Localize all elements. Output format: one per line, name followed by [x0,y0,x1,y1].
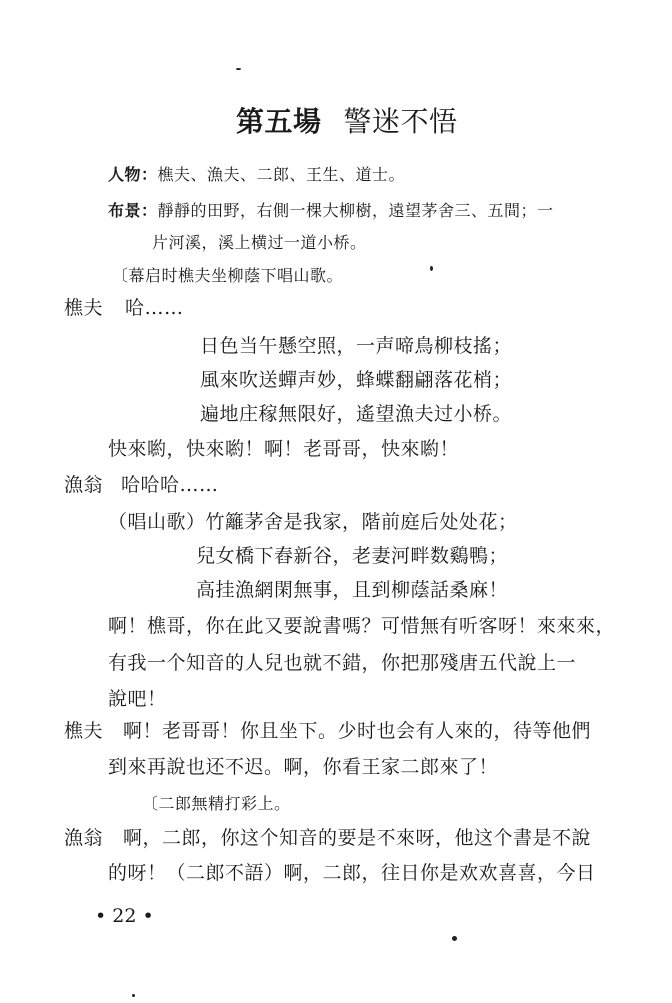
stage-direction: 〔幕启时樵夫坐柳蔭下唱山歌。 [112,266,344,285]
dialogue-line: 到來再說也还不迟。啊，你看王家二郎來了！ [108,756,499,778]
dialogue-text: 啊，二郎，你这个知音的要是不來呀，他这个書是不說 [123,827,592,849]
dialogue-line: 啊！樵哥，你在此又要說書嗎？可惜無有听客呀！來來來， [108,615,616,637]
speaker-name: 樵夫 [64,297,104,319]
setting-text-1: 靜靜的田野，右側一棵大柳樹，遠望茅舍三、五間；一 [157,201,554,220]
dialogue-qiaofu-1 [64,293,184,320]
dialogue-line: 說吧！ [108,688,167,710]
scan-speck [430,266,433,271]
scan-speck [452,936,457,941]
dialogue-text: 啊！老哥哥！你且坐下。少时也会有人來的，待等他們 [123,720,592,742]
setting-line-1 [108,198,554,221]
scene-number: 第五場 [236,105,322,138]
dialogue-line: 快來喲，快來喲！啊！老哥哥，快來喲！ [108,438,460,460]
song-line-with-cue [108,507,518,534]
page-number: • 22 • [95,905,154,927]
scene-subtitle: 警迷不悟 [343,105,458,138]
song-line: 日色当午懸空照，一声啼鳥柳枝搖； [200,335,513,357]
speaker-name: 漁翁 [64,827,104,849]
scan-speck [132,994,135,997]
dialogue-line: 的呀！（二郎不語）啊，二郎，往日你是欢欢喜喜，今日 [108,862,596,884]
song-line: 兒女橋下舂新谷，老妻河畔数鷄鴨； [196,545,509,567]
scene-title [236,100,458,140]
cast-label: 人物： [108,165,158,184]
song-line: 遍地庄稼無限好，遙望漁夫过小桥。 [200,403,513,425]
stage-cue: （唱山歌） [108,511,206,533]
speaker-name: 樵夫 [64,720,104,742]
song-line: 高挂漁網閑無事，且到柳蔭話桑麻！ [196,579,509,601]
dialogue-yuweng-2 [64,823,591,850]
setting-label: 布景： [108,201,158,220]
dialogue-yuweng-1 [64,470,219,497]
speaker-name: 漁翁 [64,474,104,496]
dialogue-text: 哈…… [125,297,184,319]
setting-text-2: 片河溪，溪上横过一道小桥。 [152,233,367,252]
dialogue-text: 哈哈哈…… [121,474,219,496]
dialogue-line: 有我一个知音的人兒也就不錯，你把那殘唐五代說上一 [108,652,577,674]
dialogue-qiaofu-2 [64,716,591,743]
song-line: 風來吹送蟬声妙，蜂蝶翻翩落花梢； [200,369,513,391]
cast-text: 樵夫、漁夫、二郎、王生、道士。 [157,165,406,184]
song-line: 竹籬茅舍是我家，階前庭后处处花； [205,511,518,533]
scan-speck [236,68,241,70]
cast-line [108,162,405,185]
stage-direction: 〔二郎無精打彩上。 [142,794,291,813]
